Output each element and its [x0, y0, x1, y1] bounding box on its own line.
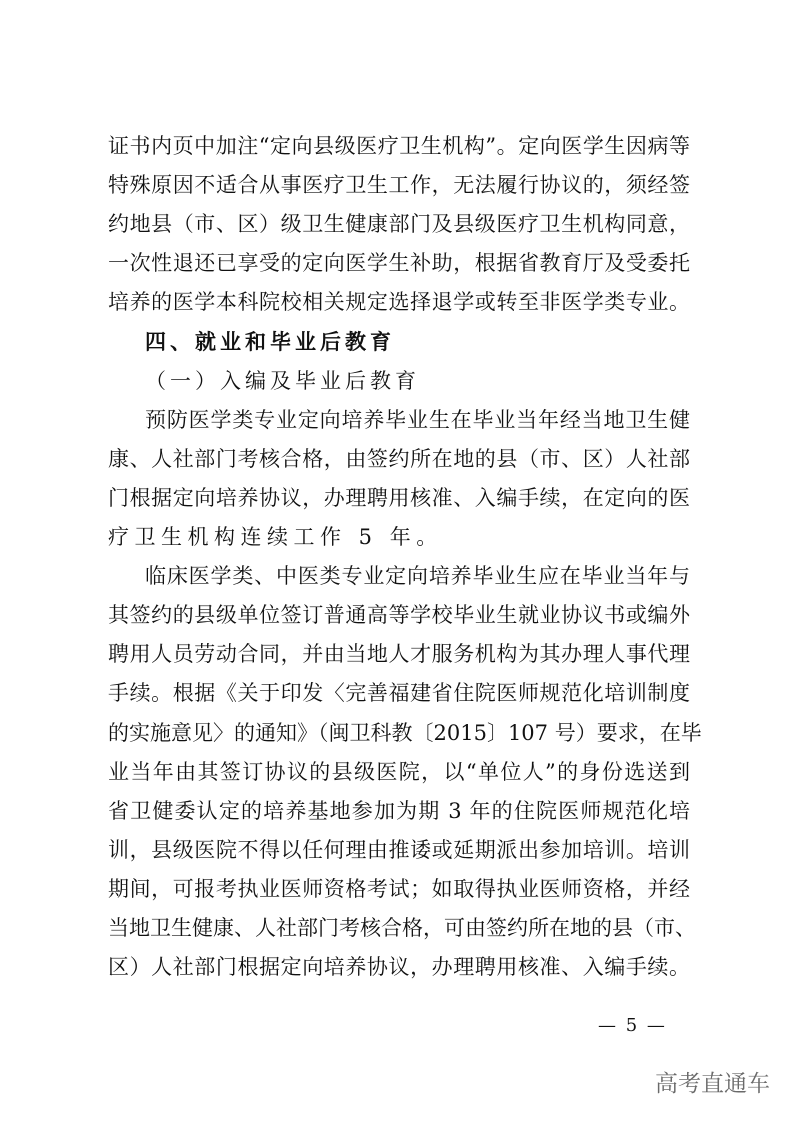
- text-line: 省卫健委认定的培养基地参加为期 3 年的住院医师规范化培: [108, 798, 690, 823]
- watermark: 高考直通车: [655, 1071, 770, 1097]
- text-line: 约地县（市、区）级卫生健康部门及县级医疗卫生机构同意，: [108, 212, 690, 237]
- text-line: 当地卫生健康、人社部门考核合格，可由签约所在地的县（市、: [108, 916, 696, 940]
- text-line: 训，县级医院不得以任何理由推诿或延期派出参加培训。培训: [108, 837, 690, 862]
- text-line: 培养的医学本科院校相关规定选择退学或转至非医学类专业。: [108, 290, 690, 315]
- text-line: 证书内页中加注“定向县级医疗卫生机构”。定向医学生因病等: [108, 134, 690, 158]
- text-line: 聘用人员劳动合同，并由当地人才服务机构为其办理人事代理: [108, 642, 690, 667]
- text-line: 预防医学类专业定向培养毕业生在毕业当年经当地卫生健: [145, 407, 690, 432]
- text-line: 的实施意见〉的通知》（闽卫科教〔2015〕107 号）要求，在毕: [108, 720, 702, 745]
- text-line: 期间，可报考执业医师资格考试；如取得执业医师资格，并经: [108, 876, 690, 901]
- text-line: 业当年由其签订协议的县级医院，以“单位人”的身份选送到: [108, 759, 690, 784]
- text-line: 疗卫生机构连续工作 5 年。: [108, 525, 443, 549]
- text-line: 手续。根据《关于印发〈完善福建省住院医师规范化培训制度: [108, 681, 690, 706]
- page-number: — 5 —: [598, 1015, 667, 1036]
- text-line: 区）人社部门根据定向培养协议，办理聘用核准、入编手续。: [108, 955, 690, 980]
- text-line: 其签约的县级单位签订普通高等学校毕业生就业协议书或编外: [108, 603, 690, 628]
- text-line: 一次性退还已享受的定向医学生补助，根据省教育厅及受委托: [108, 251, 690, 276]
- text-line: 康、人社部门考核合格，由签约所在地的县（市、区）人社部: [108, 446, 690, 471]
- text-line: 特殊原因不适合从事医疗卫生工作，无法履行协议的，须经签: [108, 173, 690, 198]
- subsection-heading: （一）入编及毕业后教育: [145, 368, 420, 393]
- section-heading: 四、就业和毕业后教育: [145, 329, 395, 354]
- text-line: 门根据定向培养协议，办理聘用核准、入编手续，在定向的医: [108, 485, 690, 510]
- text-line: 临床医学类、中医类专业定向培养毕业生应在毕业当年与: [145, 564, 690, 589]
